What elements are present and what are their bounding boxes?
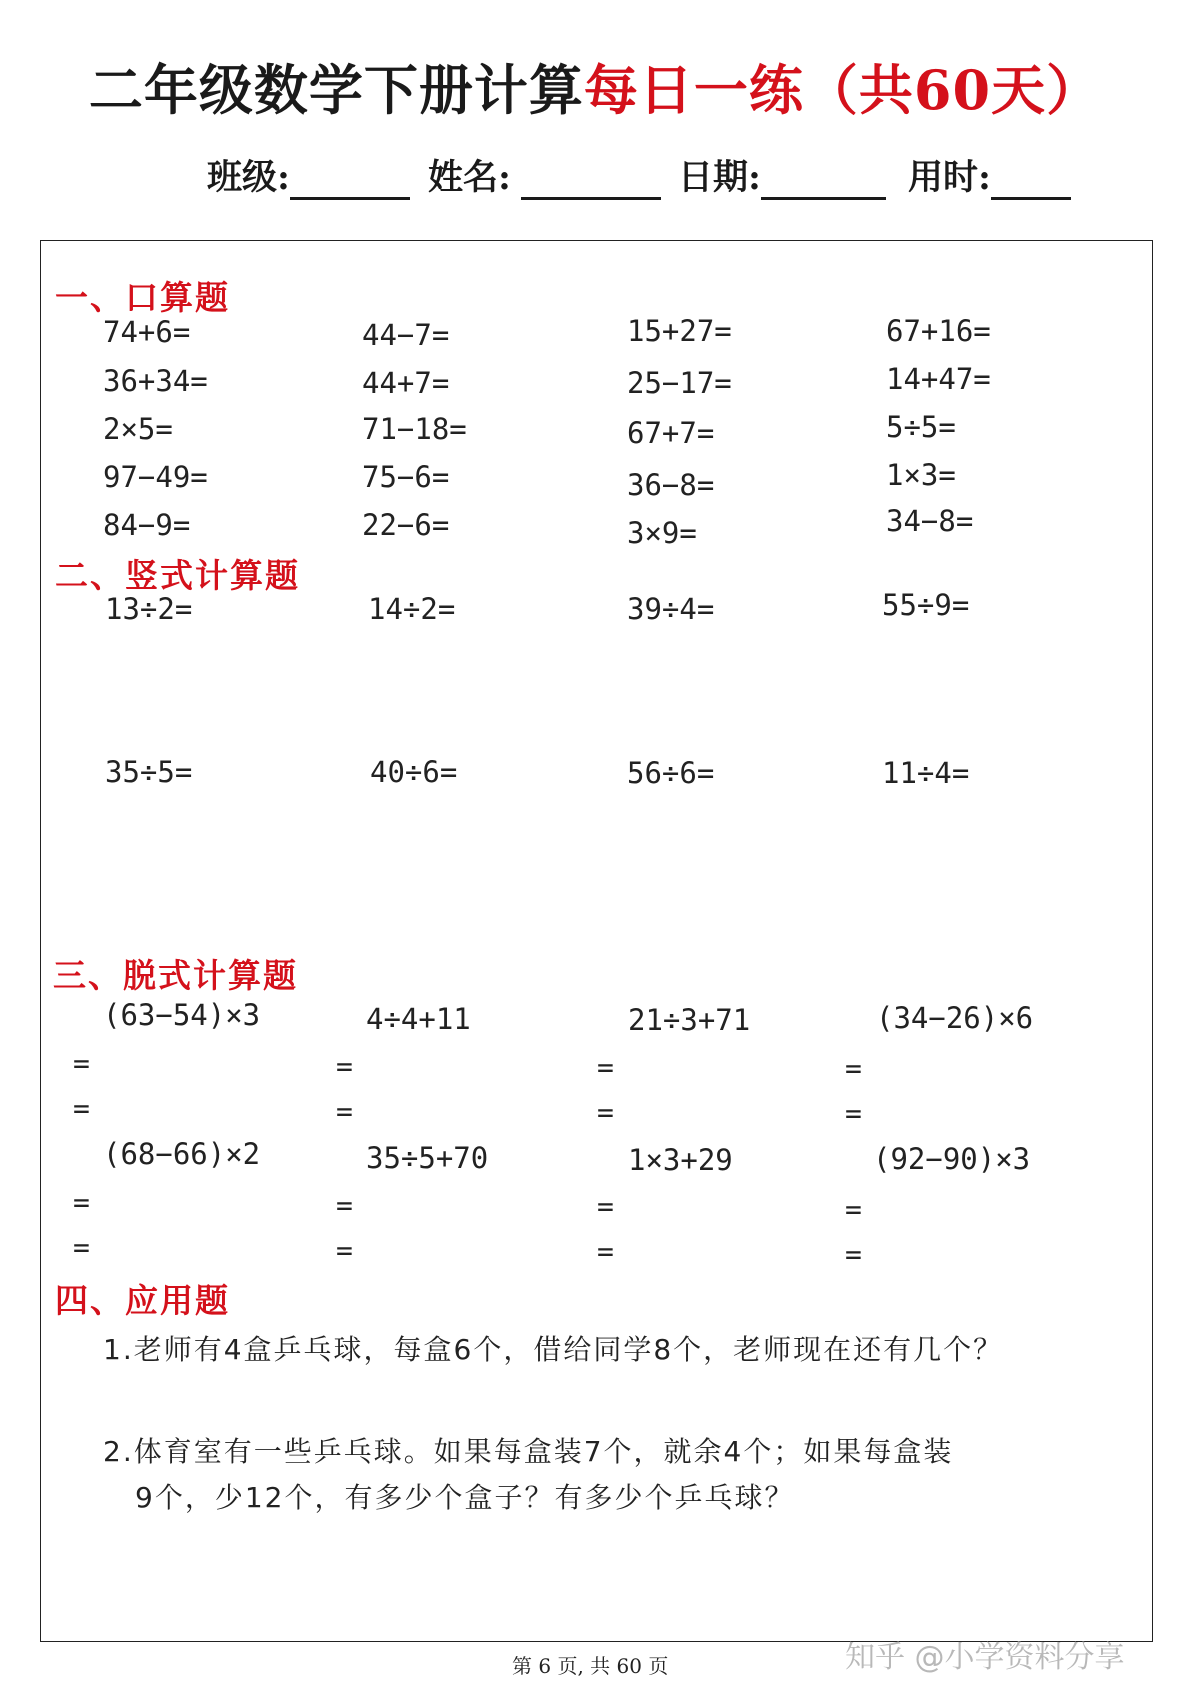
oral-question: 14+47= [886,362,991,396]
equals-sign: = [73,1186,90,1219]
name-label: 姓名: [428,157,511,198]
equals-sign: = [73,1047,90,1080]
oral-question: 67+7= [627,416,715,450]
vertical-question: 14÷2= [368,592,456,626]
time-label: 用时: [908,157,991,198]
equals-sign: = [597,1190,614,1223]
section-word-problems-heading: 四、应用题 [55,1281,230,1320]
stepwise-question: 4÷4+11 [366,1002,471,1036]
stepwise-question: (34−26)×6 [876,1001,1034,1035]
vertical-question: 11÷4= [882,756,970,790]
name-field [428,150,661,200]
oral-question: 25−17= [627,366,732,400]
equals-sign: = [597,1235,614,1268]
vertical-question: 39÷4= [627,592,715,626]
date-blank[interactable] [761,159,886,200]
oral-question: 34−8= [886,504,974,538]
vertical-question: 55÷9= [882,588,970,622]
section-vertical-heading: 二、竖式计算题 [55,556,300,595]
oral-question: 44−7= [362,318,450,352]
oral-question: 75−6= [362,460,450,494]
stepwise-question: (68−66)×2 [103,1137,261,1171]
oral-question: 15+27= [627,314,732,348]
vertical-question: 13÷2= [105,592,193,626]
vertical-question: 40÷6= [370,755,458,789]
word-problem-2-line-2: 9个，少12个，有多少个盒子？有多少个乒乓球？ [135,1481,795,1514]
equals-sign: = [336,1095,353,1128]
oral-question: 97−49= [103,460,208,494]
class-blank[interactable] [290,159,410,200]
oral-question: 22−6= [362,508,450,542]
stepwise-question: 21÷3+71 [628,1003,751,1037]
stepwise-question: 35÷5+70 [366,1141,489,1175]
class-label: 班级: [207,157,290,198]
equals-sign: = [845,1097,862,1130]
word-problem-2-line-1: 2.体育室有一些乒乓球。如果每盒装7个，就余4个；如果每盒装 [103,1435,954,1468]
equals-sign: = [845,1238,862,1271]
oral-question: 67+16= [886,314,991,348]
vertical-question: 56÷6= [627,756,715,790]
time-field [908,150,1071,200]
stepwise-question: 1×3+29 [628,1143,733,1177]
class-field [207,150,410,200]
word-problem-1: 1.老师有4盒乒乓球，每盒6个，借给同学8个，老师现在还有几个？ [103,1333,1004,1366]
oral-question: 3×9= [627,516,697,550]
equals-sign: = [597,1051,614,1084]
equals-sign: = [336,1189,353,1222]
page-footer: 第 6 页, 共 60 页 [512,1654,669,1678]
equals-sign: = [73,1231,90,1264]
oral-question: 1×3= [886,458,956,492]
time-blank[interactable] [991,159,1071,200]
equals-sign: = [73,1092,90,1125]
watermark: 知乎 @小学资料分享 [845,1640,1125,1675]
section-oral-heading: 一、口算题 [55,278,230,317]
oral-question: 2×5= [103,412,173,446]
title-highlight: 每日一练（共60天） [583,58,1102,122]
page-title [0,48,1190,125]
oral-question: 74+6= [103,315,191,349]
stepwise-question: (92−90)×3 [873,1142,1031,1176]
vertical-question: 35÷5= [105,755,193,789]
equals-sign: = [845,1193,862,1226]
oral-question: 84−9= [103,508,191,542]
equals-sign: = [336,1050,353,1083]
equals-sign: = [845,1052,862,1085]
oral-question: 44+7= [362,366,450,400]
oral-question: 5÷5= [886,410,956,444]
title-main: 二年级数学下册计算 [88,58,584,122]
oral-question: 36−8= [627,468,715,502]
equals-sign: = [597,1096,614,1129]
date-label: 日期: [678,157,761,198]
equals-sign: = [336,1234,353,1267]
name-blank[interactable] [521,159,661,200]
oral-question: 71−18= [362,412,467,446]
date-field [678,150,886,200]
section-stepwise-heading: 三、脱式计算题 [53,956,298,995]
oral-question: 36+34= [103,364,208,398]
stepwise-question: (63−54)×3 [103,998,261,1032]
